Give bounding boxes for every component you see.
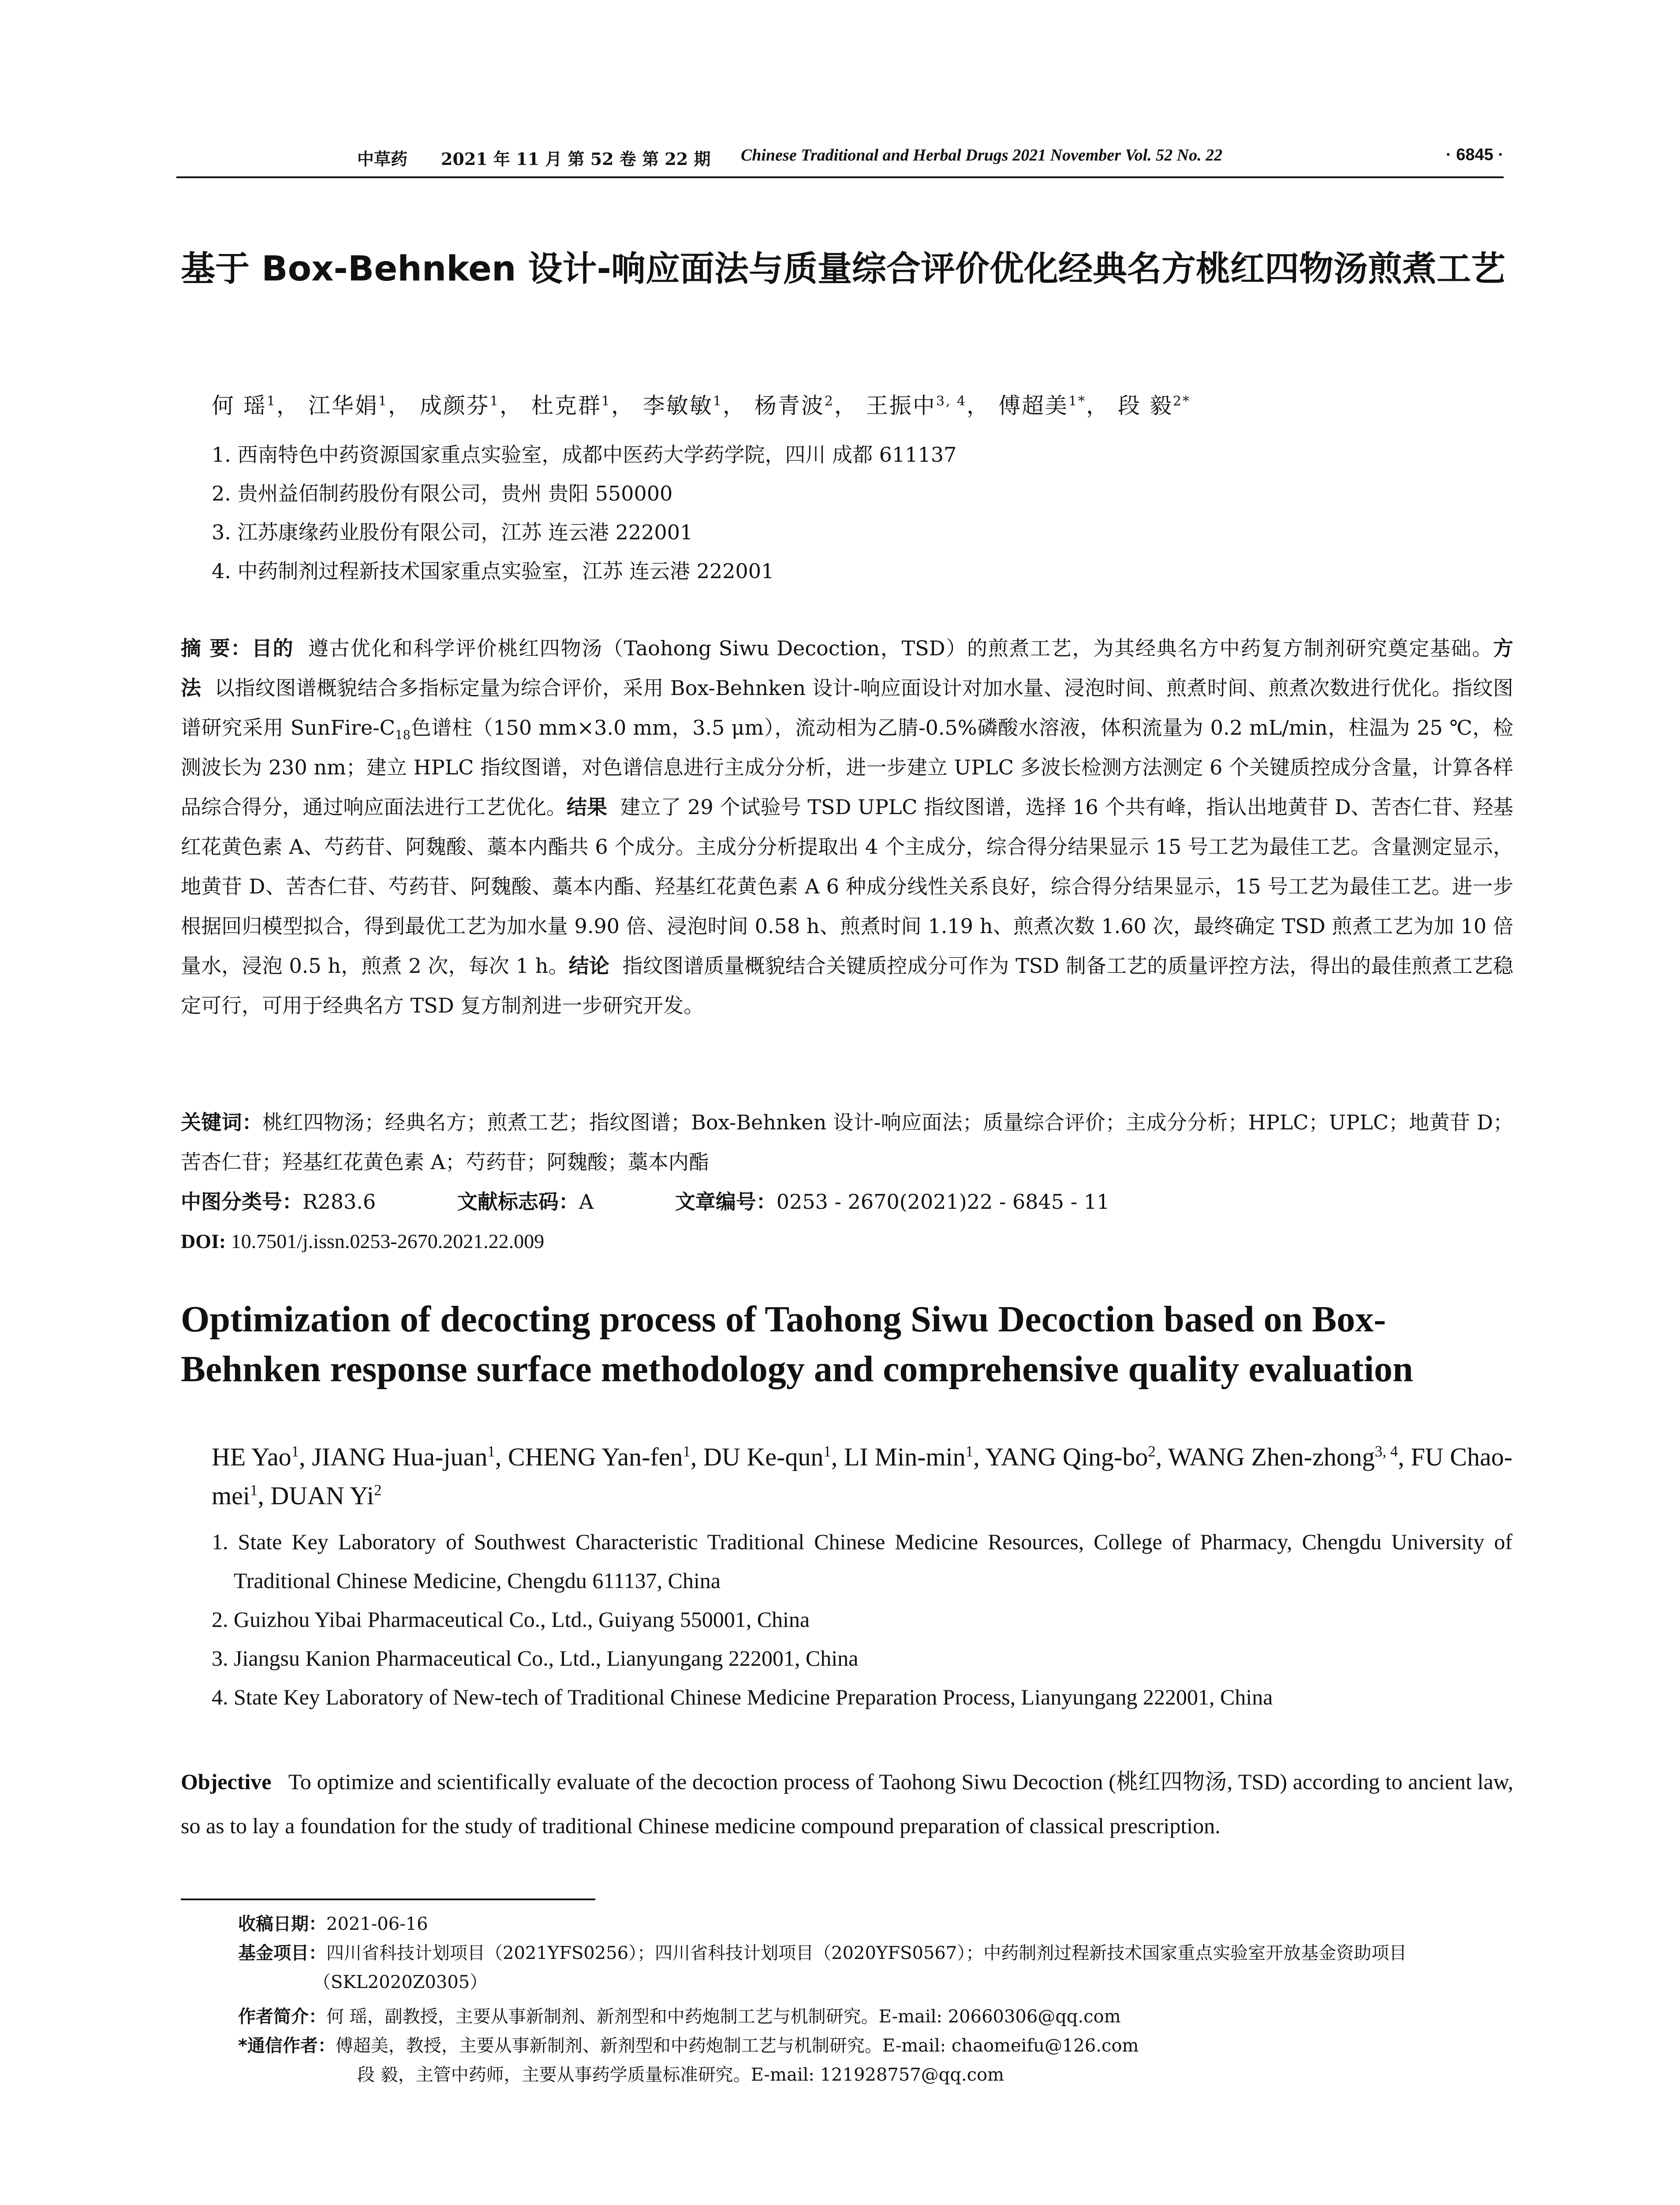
conclusion-label: 结论	[568, 954, 610, 978]
footnote-rule	[181, 1899, 595, 1900]
doi-line	[181, 1222, 1513, 1261]
author-aff: 1	[965, 1443, 974, 1460]
author-aff: 1	[823, 1443, 831, 1460]
author-en: HE Yao	[212, 1443, 291, 1471]
author-aff: 1	[378, 393, 388, 409]
method-subscript: 18	[395, 728, 411, 743]
fund-label: 基金项目：	[238, 1943, 326, 1963]
author-aff: 1	[713, 393, 723, 409]
result-label: 结果	[566, 795, 608, 819]
method-text: 以指纹图谱概貌结合多指标定量为综合评价，采用 Box-Behnken 设计-响应面设计对加水量、浸泡时间、煎煮时间、煎煮次数进行优化。指纹图谱研究采用 SunFire-C	[181, 676, 1514, 740]
affiliation-cn-1: 1. 西南特色中药资源国家重点实验室，成都中医药大学药学院，四川 成都 611137	[212, 443, 957, 467]
affiliation-cn-2: 2. 贵州益佰制药股份有限公司，贵州 贵阳 550000	[212, 482, 673, 505]
article-no-value: 0253 - 2670(2021)22 - 6845 - 11	[776, 1190, 1110, 1214]
title-en: Optimization of decocting process of Taohong Siwu Decoction based on Box-Behnken response surface methodology and comprehensive quality evaluation	[181, 1299, 1413, 1390]
author-aff: 1	[291, 1443, 299, 1460]
author-en: DUAN Yi	[270, 1481, 374, 1510]
received-value: 2021-06-16	[326, 1914, 428, 1934]
keywords-label: 关键词：	[181, 1110, 263, 1134]
author-aff: 1	[489, 393, 500, 409]
classification-line	[181, 1182, 1513, 1222]
authors-en: HE Yao$^1$, JIANG Hua-juan$^1$, CHENG Yan-fen$^1$, DU Ke-qun$^1$, LI Min-$\min^1$, YANG Qing-$bo^2$, WANG Zhen-zhong$^{3, 4}$, FU Chao-mei$^1$, DUAN Yi$^2$	[212, 1443, 1513, 1510]
title-cn: 基于 Box-Behnken 设计-响应面法与质量综合评价优化经典名方桃红四物汤煎煮工艺	[181, 249, 1506, 289]
method-text-cont: 色谱柱（150 mm×3.0 mm，3.5 μm），流动相为乙腈-0.5%磷酸水溶液，体积流量为 0.2 mL/min，柱温为 25 ℃，检测波长为 230 nm；建立 HPLC 指纹图谱，对色谱信息进行主成分分析，进一步建立 UPLC 多波长检测方法测定 6 个关键质控成分含量，计算各样品综合得分，通过响应面法进行工艺优化。	[181, 716, 1513, 819]
doi-label: DOI:	[181, 1230, 226, 1252]
corr-label: *通信作者：	[238, 2036, 336, 2056]
affiliation-en-4: 4. State Key Laboratory of New-tech of Traditional Chinese Medicine Preparation Process, Lianyungang 222001, China	[212, 1685, 1273, 1709]
affiliation-en-1-text: 1. State Key Laboratory of Southwest Characteristic Traditional Chinese Medicine Resources, College of Pharmacy, Chengdu University of Traditional Chinese Medicine, Chengdu 611137, China	[212, 1529, 1512, 1593]
bio-value: 何 瑶，副教授，主要从事新制剂、新剂型和中药炮制工艺与机制研究。E-mail: 20660306@qq.com	[326, 2007, 1121, 2027]
author-aff: 3, 4	[1374, 1443, 1398, 1460]
abstract-label: 摘 要：	[181, 636, 252, 660]
author-aff: 2*	[1172, 393, 1191, 409]
author-cn: 段 毅	[1118, 393, 1173, 419]
doi-value[interactable]: 10.7501/j.issn.0253-2670.2021.22.009	[231, 1230, 545, 1252]
page-number: · 6845 ·	[1446, 146, 1504, 164]
author-aff: 1	[601, 393, 611, 409]
author-aff: 3, 4	[936, 393, 967, 409]
doc-code-label: 文献标志码：	[457, 1190, 579, 1214]
footnote-fund	[238, 1939, 1512, 1997]
affiliation-cn-3: 3. 江苏康缘药业股份有限公司，江苏 连云港 222001	[212, 520, 693, 544]
author-aff: 2	[824, 393, 834, 409]
author-en: CHENG Yan-fen	[508, 1443, 683, 1471]
affiliation-cn-4: 4. 中药制剂过程新技术国家重点实验室，江苏 连云港 222001	[212, 559, 774, 583]
objective-text-en: To optimize and scientifically evaluate of the decoction process of Taohong Siwu Decoction (桃红四物汤, TSD) according to ancient law, so as to lay a foundation for the study of traditional Chinese medicine compound preparation of classical prescription.	[181, 1769, 1513, 1838]
author-en: FU Chao-mei	[212, 1443, 1513, 1510]
fund-value: 四川省科技计划项目（2021YFS0256）；四川省科技计划项目（2020YFS0567）；中药制剂过程新技术国家重点实验室开放基金资助项目（SKL2020Z0305）	[313, 1943, 1407, 1992]
header-rule	[176, 176, 1504, 178]
doc-code-value: A	[579, 1190, 594, 1214]
author-aff: 1	[266, 393, 276, 409]
clc-label: 中图分类号：	[181, 1190, 302, 1214]
footnote-bio	[238, 2002, 1512, 2031]
author-aff: 2	[1148, 1443, 1156, 1460]
author-aff: 1	[487, 1443, 495, 1460]
author-cn: 杜克群	[531, 393, 601, 419]
author-en: YANG Qing-bo	[985, 1443, 1148, 1471]
journal-name-cn: 中草药	[357, 149, 408, 169]
bio-label: 作者简介：	[238, 2007, 326, 2027]
objective-label-en: Objective	[181, 1769, 272, 1794]
footnote-corr-2	[238, 2060, 1512, 2089]
author-aff: 1	[250, 1481, 258, 1499]
article-no-label: 文章编号：	[675, 1190, 777, 1214]
author-cn: 成颜芬	[419, 393, 490, 419]
author-aff: 1	[683, 1443, 691, 1460]
author-en: LI Min-min	[844, 1443, 966, 1471]
keywords	[181, 1102, 1513, 1182]
author-en: JIANG Hua-juan	[312, 1443, 488, 1471]
objective-label: 目的	[251, 636, 294, 660]
footnote-received	[238, 1910, 1512, 1939]
author-en: DU Ke-qun	[703, 1443, 824, 1471]
affiliation-en-2: 2. Guizhou Yibai Pharmaceutical Co., Ltd., Guiyang 550001, China	[212, 1607, 810, 1632]
corr-value-1: 傅超美，教授，主要从事新制剂、新剂型和中药炮制工艺与机制研究。E-mail: chaomeifu@126.com	[335, 2036, 1139, 2056]
author-cn: 杨青波	[754, 393, 825, 419]
journal-name-en: Chinese Traditional and Herbal Drugs 2021 November Vol. 52 No. 22	[741, 146, 1223, 164]
author-aff: 2	[374, 1481, 382, 1499]
author-cn: 傅超美	[998, 393, 1069, 419]
method-label: 方法	[181, 636, 1514, 700]
affiliation-en-3: 3. Jiangsu Kanion Pharmaceutical Co., Ltd., Lianyungang 222001, China	[212, 1646, 859, 1671]
authors-cn: 何 瑶$^1$， 江华娟$^1$， 成颜芬$^1$， 杜克群$^1$， 李敏敏$^1$， 杨青波$^2$， 王振中$^{3, 4}$， 傅超美$^{1*}$， 段 毅$^{2*}$	[212, 393, 1191, 419]
clc-value: R283.6	[302, 1190, 376, 1214]
keywords-text: 桃红四物汤；经典名方；煎煮工艺；指纹图谱；Box-Behnken 设计-响应面法；质量综合评价；主成分分析；HPLC；UPLC；地黄苷 D；苦杏仁苷；羟基红花黄色素 A；芍药苷；阿魏酸；藁本内酯	[181, 1110, 1514, 1174]
footnote-corr	[238, 2031, 1512, 2060]
abstract-cn	[181, 628, 1513, 1025]
author-en: WANG Zhen-zhong	[1168, 1443, 1375, 1471]
author-cn: 王振中	[866, 393, 936, 419]
issue-info-cn: 2021 年 11 月 第 52 卷 第 22 期	[441, 149, 711, 169]
received-label: 收稿日期：	[238, 1914, 326, 1934]
author-aff: 1*	[1068, 393, 1086, 409]
corr-value-2: 段 毅，主管中药师，主要从事药学质量标准研究。E-mail: 121928757@qq.com	[357, 2065, 1004, 2085]
abstract-en	[181, 1760, 1513, 1848]
conclusion-text: 指纹图谱质量概貌结合关键质控成分可作为 TSD 制备工艺的质量评控方法，得出的最佳煎煮工艺稳定可行，可用于经典名方 TSD 复方制剂进一步研究开发。	[181, 954, 1513, 1017]
author-cn: 何 瑶	[212, 393, 267, 419]
affiliation-en-1	[212, 1522, 1512, 1600]
objective-text: 遵古优化和科学评价桃红四物汤（Taohong Siwu Decoction，TSD）的煎煮工艺，为其经典名方中药复方制剂研究奠定基础。	[308, 636, 1493, 660]
running-header	[176, 146, 1504, 172]
result-text: 建立了 29 个试验号 TSD UPLC 指纹图谱，选择 16 个共有峰，指认出地黄苷 D、苦杏仁苷、羟基红花黄色素 A、芍药苷、阿魏酸、藁本内酯共 6 个成分。主成分分析提取出 4 个主成分，综合得分结果显示 15 号工艺为最佳工艺。含量测定显示，地黄苷 D、苦杏仁苷、芍药苷、阿魏酸、藁本内酯、羟基红花黄色素 A 6 种成分线性关系良好，综合得分结果显示，15 号工艺为最佳工艺。进一步根据回归模型拟合，得到最优工艺为加水量 9.90 倍、浸泡时间 0.58 h、煎煮时间 1.19 h、煎煮次数 1.60 次，最终确定 TSD 煎煮工艺为加 10 倍量水，浸泡 0.5 h，煎煮 2 次，每次 1 h。	[181, 795, 1514, 978]
author-cn: 李敏敏	[642, 393, 713, 419]
author-cn: 江华娟	[308, 393, 378, 419]
